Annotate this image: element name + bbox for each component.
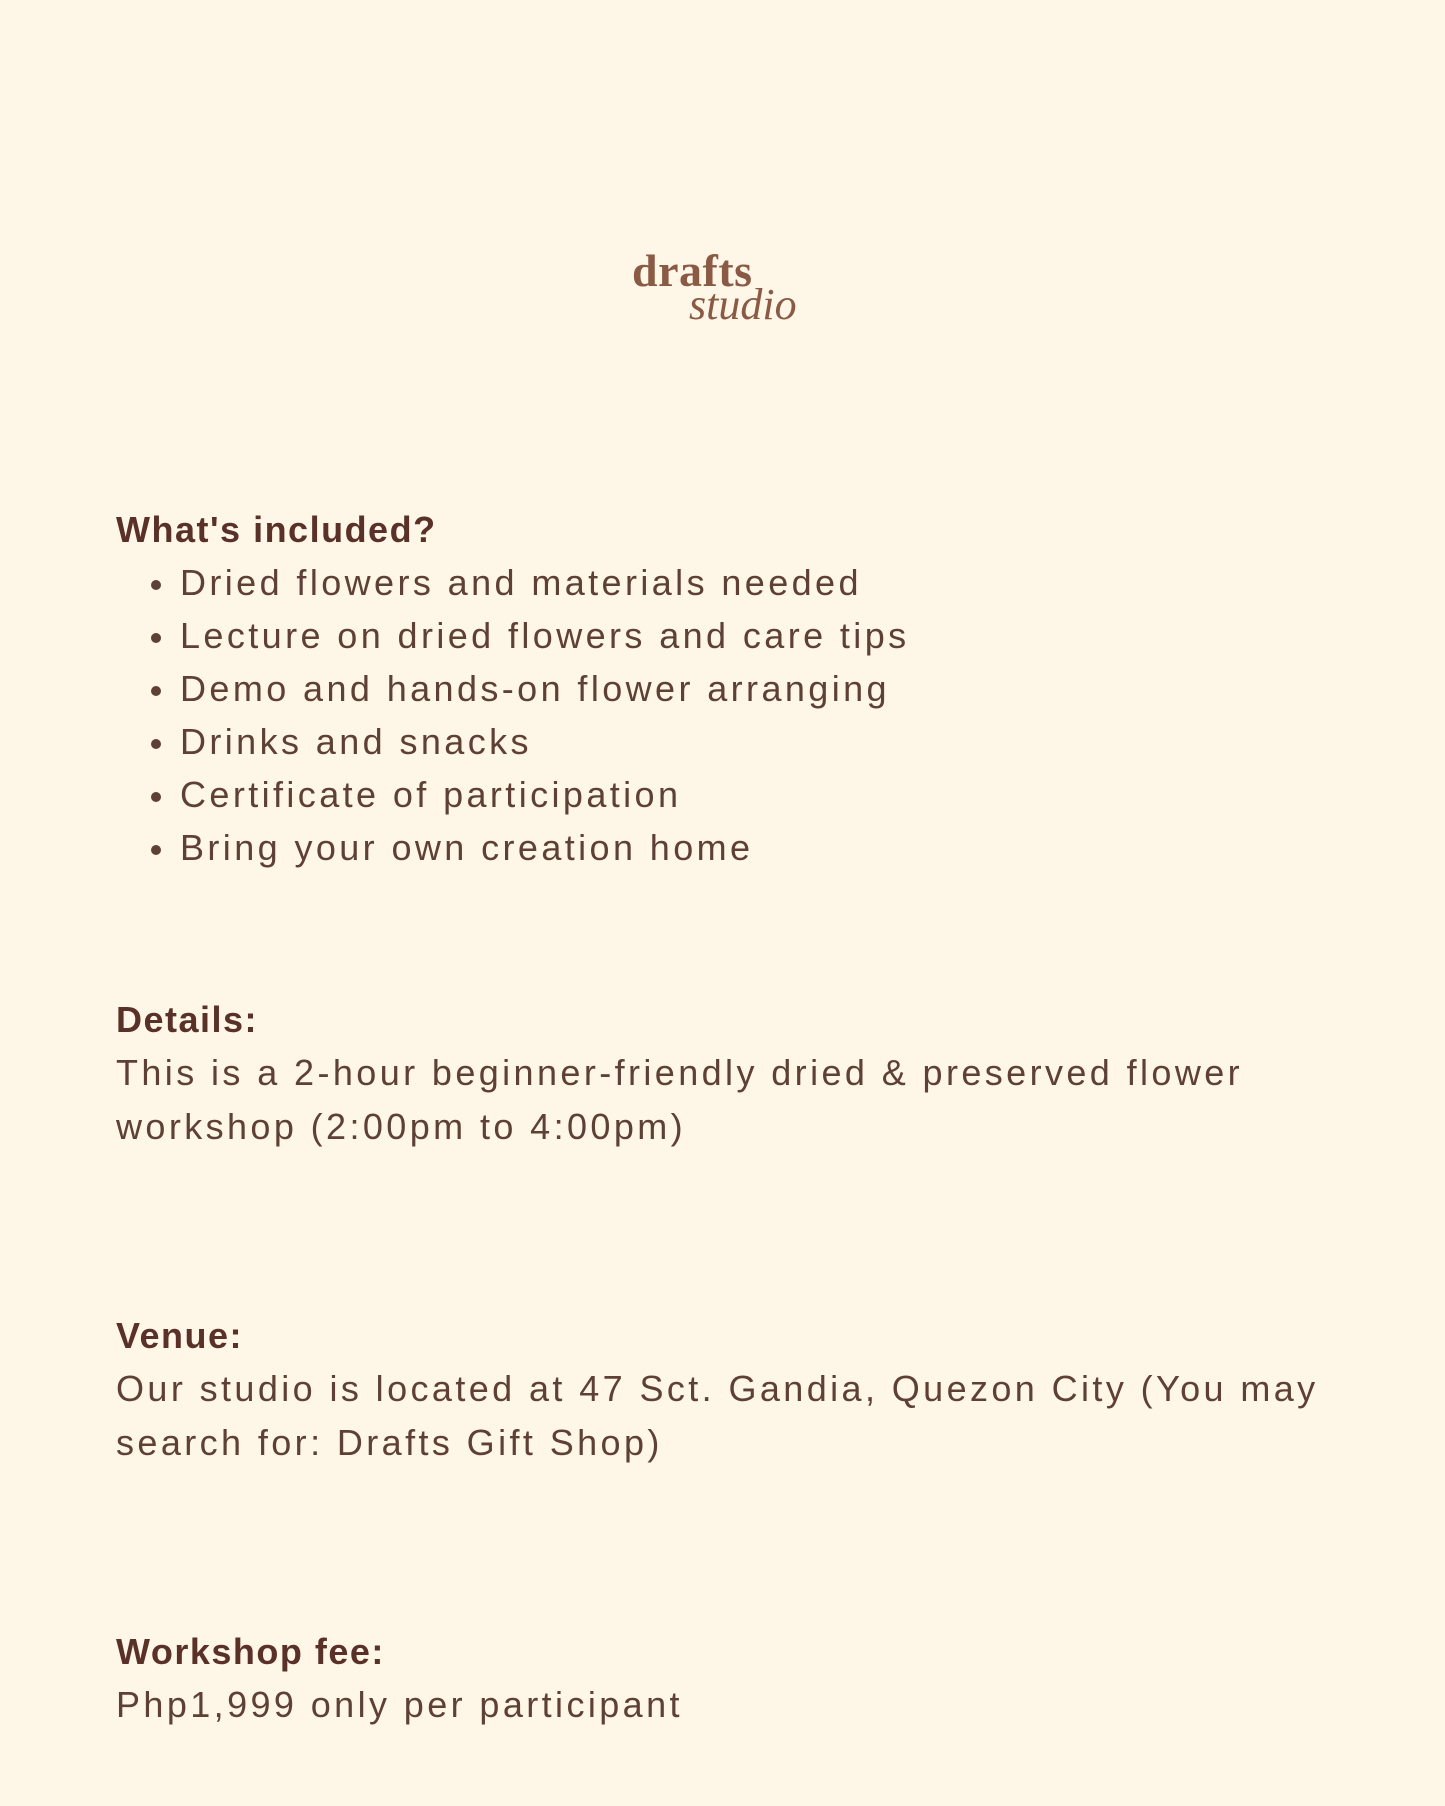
fee-text: Php1,999 only per participant xyxy=(116,1684,683,1725)
fee-heading: Workshop fee: xyxy=(116,1631,385,1672)
list-item xyxy=(116,662,1346,715)
list-item xyxy=(116,556,1346,609)
logo-line-studio: studio xyxy=(689,280,797,329)
bullet-icon xyxy=(151,845,161,855)
logo-line-drafts: drafts xyxy=(632,245,753,296)
list-item-text: Certificate of participation xyxy=(180,774,682,815)
bullet-icon xyxy=(151,739,161,749)
details-text: This is a 2-hour beginner-friendly dried & preserved flower workshop (2:00pm to 4:00pm) xyxy=(116,1052,1244,1147)
bullet-icon xyxy=(151,792,161,802)
details-section xyxy=(116,994,1346,1154)
workshop-info xyxy=(116,504,1346,1732)
drafts-studio-logo xyxy=(632,245,832,338)
list-item xyxy=(116,821,1346,874)
list-item-text: Demo and hands-on flower arranging xyxy=(180,668,890,709)
venue-heading: Venue: xyxy=(116,1315,244,1356)
bullet-icon xyxy=(151,580,161,590)
list-item-text: Dried flowers and materials needed xyxy=(180,562,862,603)
included-section xyxy=(116,504,1346,874)
included-list xyxy=(116,556,1346,874)
list-item-text: Bring your own creation home xyxy=(180,827,754,868)
bullet-icon xyxy=(151,686,161,696)
fee-section xyxy=(116,1626,1346,1732)
list-item xyxy=(116,768,1346,821)
details-heading: Details: xyxy=(116,999,259,1040)
list-item-text: Lecture on dried flowers and care tips xyxy=(180,615,910,656)
list-item xyxy=(116,715,1346,768)
venue-text: Our studio is located at 47 Sct. Gandia, Quezon City (You may search for: Drafts Gift Shop) xyxy=(116,1368,1319,1463)
bullet-icon xyxy=(151,633,161,643)
included-heading: What's included? xyxy=(116,509,437,550)
list-item xyxy=(116,609,1346,662)
list-item-text: Drinks and snacks xyxy=(180,721,532,762)
venue-section xyxy=(116,1310,1346,1470)
